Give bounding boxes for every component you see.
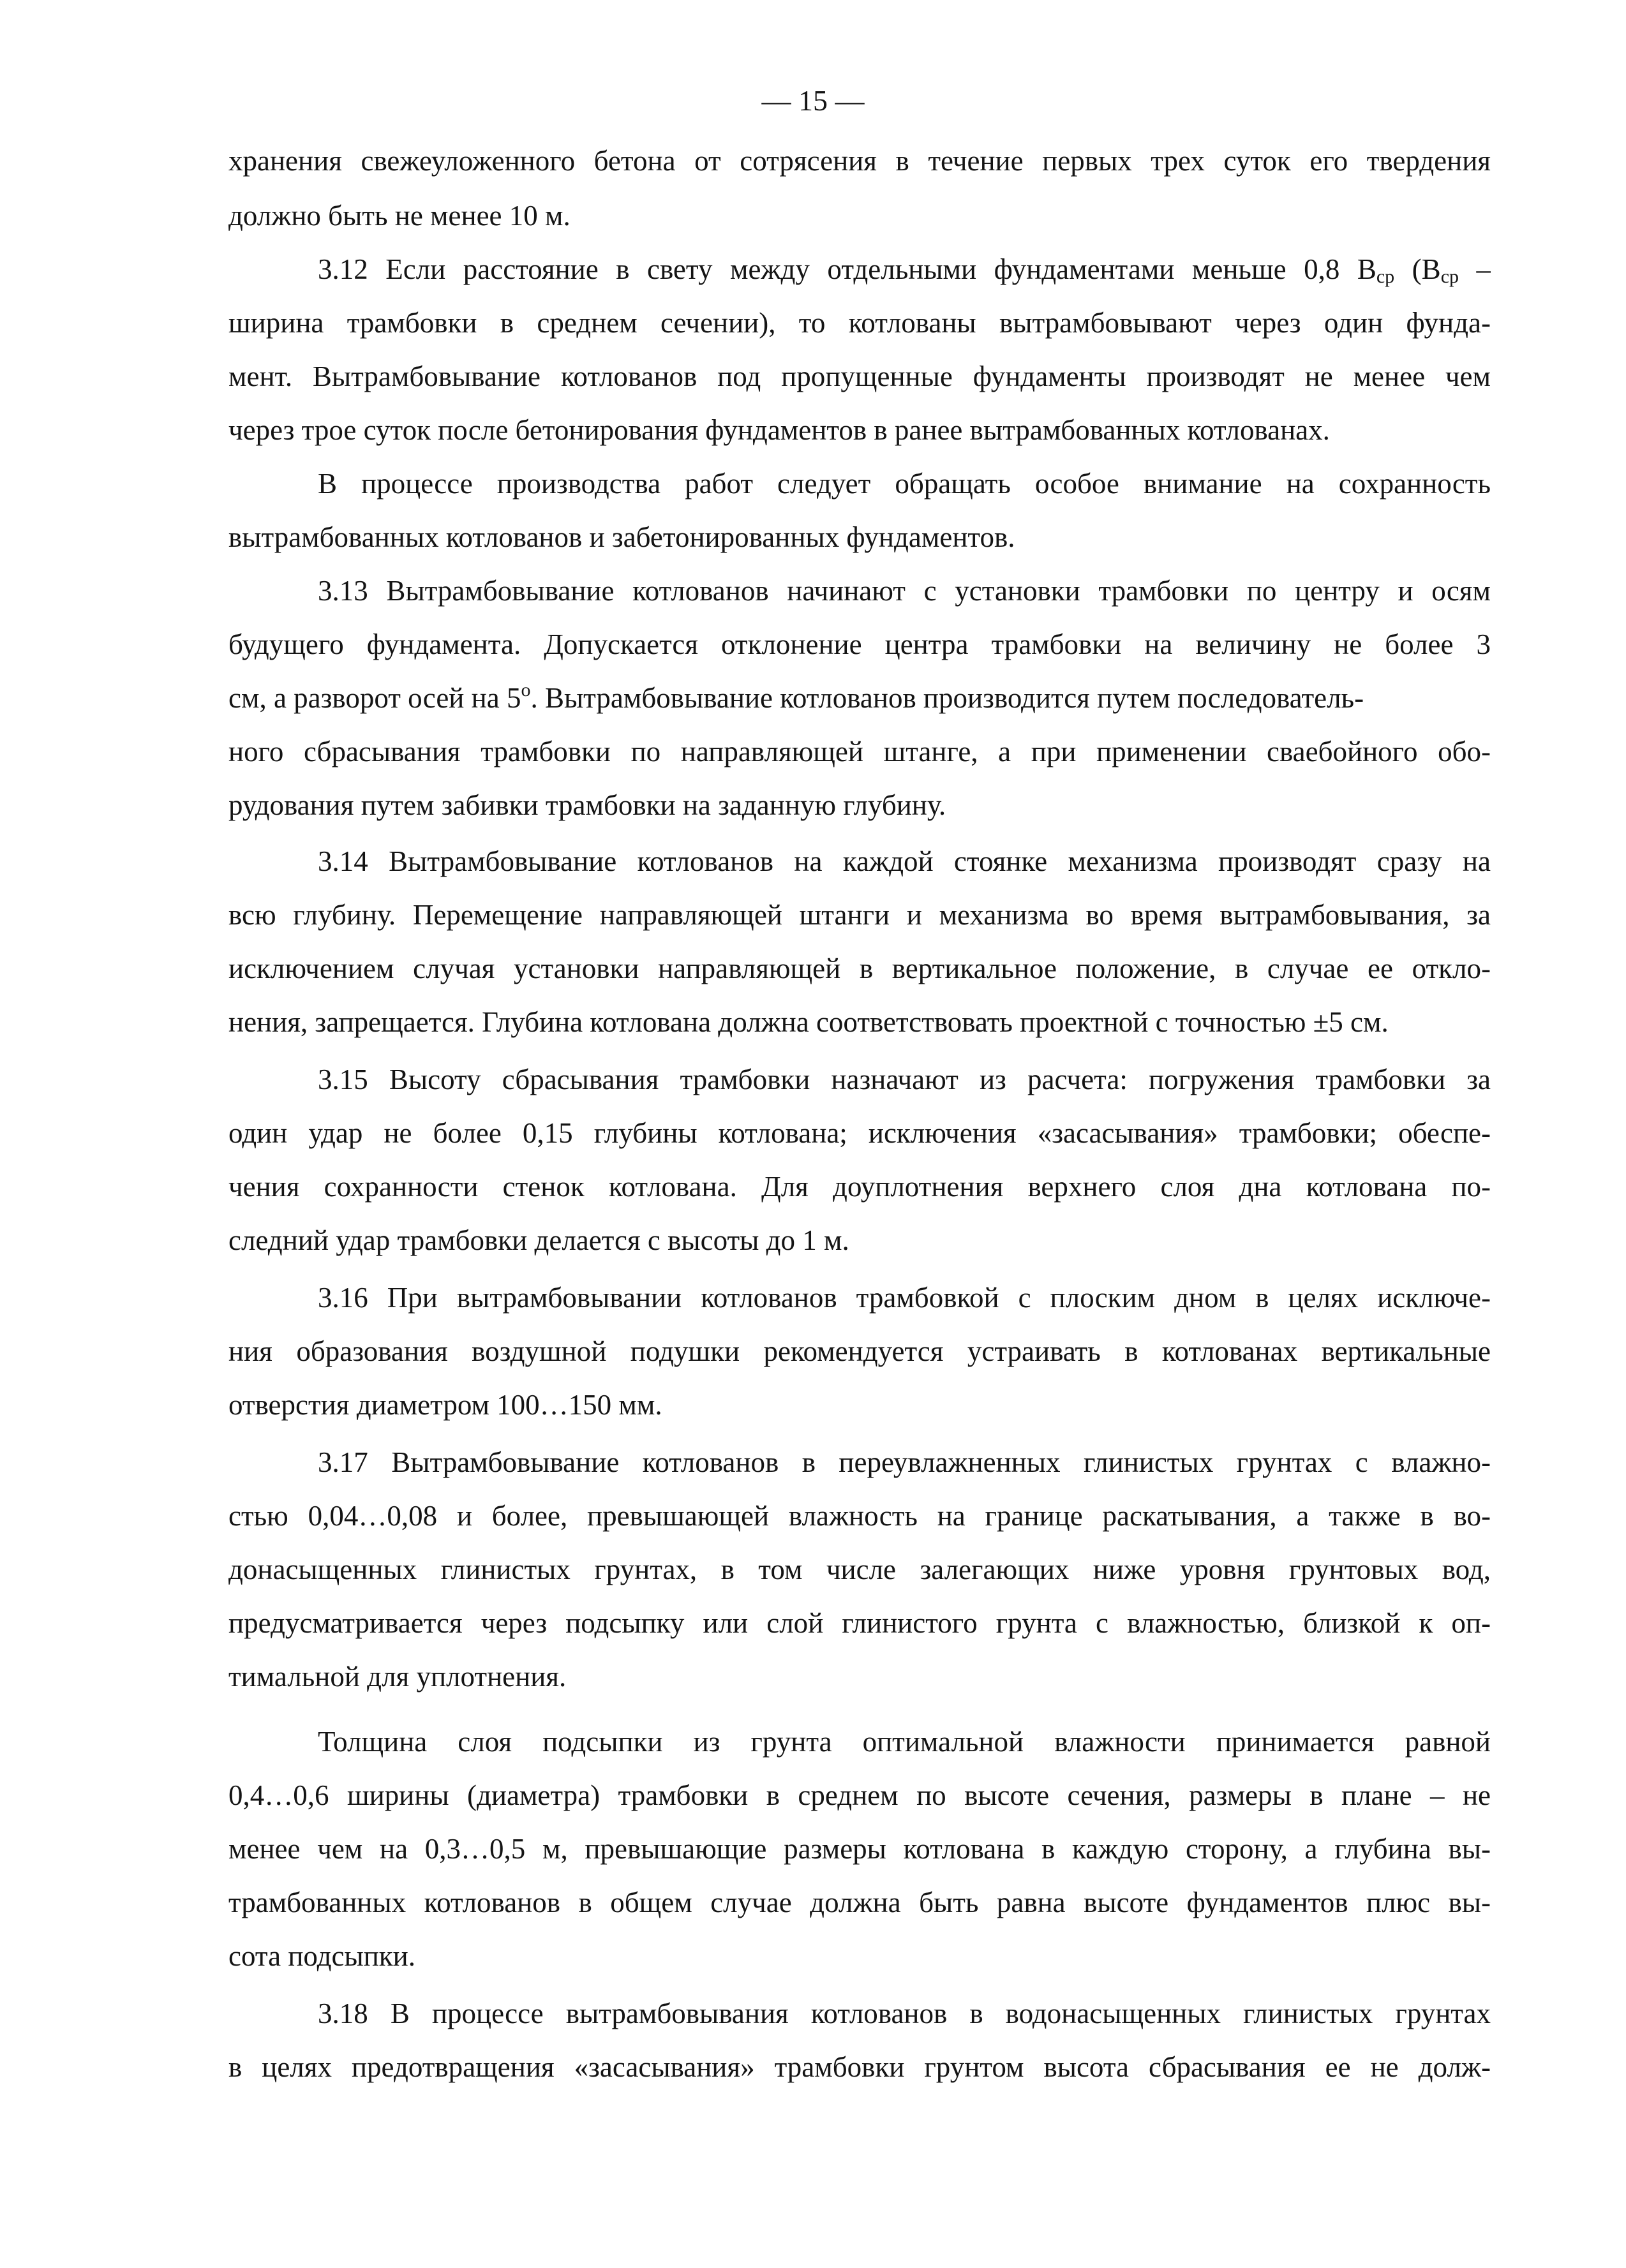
text-line-3-13b [228,672,1491,723]
text-line: 3.15 Высоту сбрасывания трамбовки назначают из расчета: погружения трамбовки за [318,1064,1491,1095]
text-line: исключением случая установки направляющей в вертикальное положение, в случае ее откло- [228,952,1491,984]
text-fragment: . [530,682,538,714]
text-line: Толщина слоя подсыпки из грунта оптимальной влажности принимается равной [318,1726,1491,1758]
text-fragment: см, а разворот осей на 5 [228,682,521,714]
text-line: будущего фундамента. Допускается отклонение центра трамбовки на величину не более 3 [228,628,1491,660]
text-line: 3.18 В процессе вытрамбовывания котлованов в водонасыщенных глинистых грунтах [318,1997,1491,2029]
text-line: 0,4…0,6 ширины (диаметра) трамбовки в среднем по высоте сечения, размеры в плане – не [228,1779,1491,1811]
text-line: вытрамбованных котлованов и забетонированных фундаментов. [228,521,1015,553]
text-line: ния образования воздушной подушки рекомендуется устраивать в котлованах вертикальные [228,1335,1491,1367]
text-line: трамбованных котлованов в общем случае должна быть равна высоте фундаментов плюс вы- [228,1886,1491,1918]
text-line-3-12 [318,244,1491,295]
subscript: ср [1440,266,1459,287]
text-line: 3.13 Вытрамбовывание котлованов начинают с установки трамбовки по центру и осям [318,575,1491,607]
text-line: хранения свежеуложенного бетона от сотрясения в течение первых трех суток его твердения [228,145,1491,177]
text-line: рудования путем забивки трамбовки на заданную глубину. [228,789,946,821]
subscript: ср [1376,266,1395,287]
text-line: ширина трамбовки в среднем сечении), то котлованы вытрамбовывают через один фунда- [228,307,1491,339]
text-line: чения сохранности стенок котлована. Для доуплотнения верхнего слоя дна котлована по- [228,1171,1491,1203]
text-line: всю глубину. Перемещение направляющей штанги и механизма во время вытрамбовывания, за [228,899,1491,931]
text-line: через трое суток после бетонирования фундаментов в ранее вытрамбованных котлованах. [228,414,1330,446]
text-line: отверстия диаметром 100…150 мм. [228,1389,662,1421]
text-line: должно быть не менее 10 м. [228,200,571,232]
text-line: менее чем на 0,3…0,5 м, превышающие размеры котлована в каждую сторону, а глубина вы- [228,1833,1491,1865]
text-line: В процессе производства работ следует обращать особое внимание на сохранность [318,468,1491,500]
text-line: сота подсыпки. [228,1940,415,1972]
text-line: один удар не более 0,15 глубины котлована; исключения «засасывания» трамбовки; обеспе- [228,1117,1491,1149]
text-line: 3.14 Вытрамбовывание котлованов на каждой стоянке механизма производят сразу на [318,845,1491,877]
text-fragment: (В [1394,253,1441,285]
superscript: о [521,679,531,700]
text-fragment: – [1459,253,1491,285]
text-line: мент. Вытрамбовывание котлованов под пропущенные фундаменты производят не менее чем [228,360,1491,392]
text-line: 3.17 Вытрамбовывание котлованов в переувлажненных глинистых грунтах с влажно- [318,1446,1491,1478]
text-line: стью 0,04…0,08 и более, превышающей влажность на границе раскатывания, а также в во- [228,1500,1491,1532]
text-fragment: 3.12 Если расстояние в свету между отдельными фундаментами меньше 0,8 В [318,253,1376,285]
text-line: тимальной для уплотнения. [228,1661,567,1693]
text-line: донасыщенных глинистых грунтах, в том числе залегающих ниже уровня грунтовых вод, [228,1553,1491,1585]
text-fragment: Вытрамбовывание котлованов производится путем последователь- [544,682,1364,714]
text-line: следний удар трамбовки делается с высоты до 1 м. [228,1224,849,1256]
text-line: нения, запрещается. Глубина котлована должна соответствовать проектной с точностью ±5 см. [228,1006,1389,1038]
text-line: в целях предотвращения «засасывания» трамбовки грунтом высота сбрасывания ее не долж- [228,2051,1491,2083]
page-number: — 15 — [761,84,865,117]
text-line: 3.16 При вытрамбовывании котлованов трамбовкой с плоским дном в целях исключе- [318,1282,1491,1314]
text-line: ного сбрасывания трамбовки по направляющей штанге, а при применении сваебойного обо- [228,736,1491,767]
text-line: предусматривается через подсыпку или слой глинистого грунта с влажностью, близкой к оп- [228,1607,1491,1639]
